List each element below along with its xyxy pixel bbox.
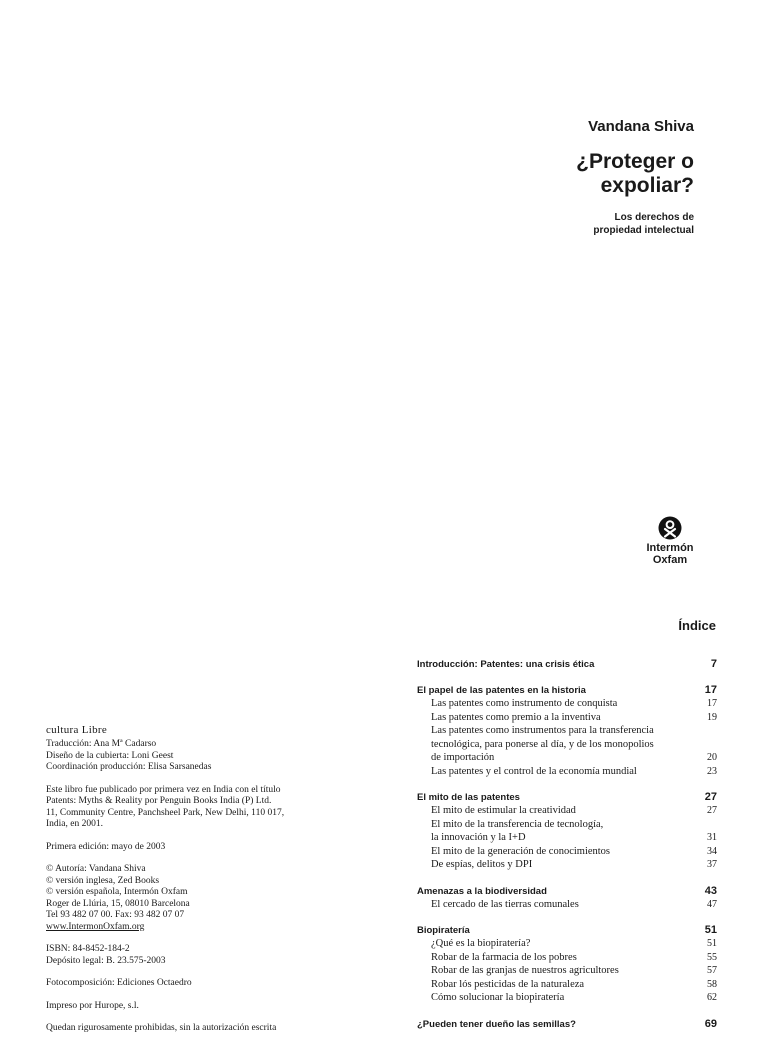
toc-section bbox=[417, 791, 717, 872]
rights-line: © versión española, Intermón Oxfam bbox=[46, 887, 188, 897]
toc-entry[interactable] bbox=[417, 738, 717, 752]
book-subtitle-line: Los derechos de bbox=[614, 212, 694, 223]
credit-line: Diseño de la cubierta: Loni Geest bbox=[46, 750, 174, 761]
logo-text-line: Intermón bbox=[646, 542, 694, 554]
legal-notice: Quedan rigurosamente prohibidas, sin la autorización escrita bbox=[46, 1023, 277, 1033]
toc-page-number: 19 bbox=[707, 711, 717, 723]
toc-entry-title: Robar de la farmacia de los pobres bbox=[431, 951, 577, 963]
index-heading: Índice bbox=[678, 618, 716, 633]
book-subtitle bbox=[593, 211, 694, 237]
toc-page-number: 37 bbox=[707, 859, 717, 870]
toc-section-heading[interactable] bbox=[417, 885, 717, 898]
toc-section-heading[interactable] bbox=[417, 1018, 717, 1031]
typesetting-note: Fotocomposición: Ediciones Octaedro bbox=[46, 978, 192, 988]
toc-section bbox=[417, 924, 717, 1005]
isbn-line: ISBN: 84-8452-184-2 bbox=[46, 944, 130, 954]
credits bbox=[46, 739, 316, 774]
toc-entry-title: tecnológica, para ponerse al día, y de los monopolios bbox=[431, 738, 654, 750]
toc-entry-title: El mito de la generación de conocimientos bbox=[431, 845, 611, 857]
toc-section-title: ¿Pueden tener dueño las semillas? bbox=[417, 1018, 576, 1030]
toc-entry[interactable] bbox=[417, 898, 717, 912]
publication-line: Patents: Myths & Reality por Penguin Books India (P) Ltd. bbox=[46, 796, 272, 806]
toc-section-heading[interactable] bbox=[417, 658, 717, 671]
book-title-line: expoliar? bbox=[600, 174, 694, 197]
toc-entry-title: Las patentes como instrumentos para la transferencia bbox=[431, 725, 654, 736]
toc-entry[interactable] bbox=[417, 964, 717, 978]
publication-line: India, en 2001. bbox=[46, 819, 103, 829]
imprint-block bbox=[46, 724, 316, 1046]
toc-entry[interactable] bbox=[417, 697, 717, 711]
isbn-block bbox=[46, 944, 316, 967]
toc-entry[interactable] bbox=[417, 804, 717, 818]
toc-entry-title: la innovación y la I+D bbox=[431, 832, 526, 843]
toc-entry-title: Las patentes como instrumento de conquista bbox=[431, 698, 618, 709]
toc-entry-title: Cómo solucionar la biopiratería bbox=[431, 992, 565, 1003]
table-of-contents bbox=[417, 658, 717, 1044]
credit-line: Traducción: Ana Mª Cadarso bbox=[46, 739, 157, 749]
toc-page-number: 43 bbox=[704, 884, 717, 897]
rights-line: © versión inglesa, Zed Books bbox=[46, 875, 160, 886]
toc-entry[interactable] bbox=[417, 991, 717, 1005]
toc-entry-title: Las patentes como premio a la inventiva bbox=[431, 711, 601, 723]
printing-note: Impreso por Hurope, s.l. bbox=[46, 1000, 139, 1011]
toc-section-heading[interactable] bbox=[417, 924, 717, 937]
toc-page-number: 51 bbox=[704, 924, 717, 936]
toc-entry[interactable] bbox=[417, 724, 717, 738]
author-name: Vandana Shiva bbox=[588, 118, 694, 135]
toc-entry[interactable] bbox=[417, 765, 717, 779]
website-link[interactable]: www.IntermonOxfam.org bbox=[46, 921, 145, 932]
toc-entry[interactable] bbox=[417, 978, 717, 992]
publication-line: 11, Community Centre, Panchsheel Park, New Delhi, 110 017, bbox=[46, 807, 285, 818]
publisher-logo bbox=[634, 516, 706, 566]
toc-page-number: 17 bbox=[704, 684, 717, 696]
toc-section bbox=[417, 684, 717, 778]
toc-entry[interactable] bbox=[417, 845, 717, 859]
toc-entry-title: El mito de estimular la creatividad bbox=[431, 805, 576, 816]
toc-section-title: El papel de las patentes en la historia bbox=[417, 685, 586, 696]
toc-page-number: 27 bbox=[707, 805, 717, 816]
rights-line: Tel 93 482 07 00. Fax: 93 482 07 07 bbox=[46, 910, 185, 920]
toc-entry-title: Robar lós pesticidas de la naturaleza bbox=[431, 978, 585, 990]
series-name: cultura Libre bbox=[46, 724, 108, 736]
toc-entry[interactable] bbox=[417, 858, 717, 872]
edition-note: Primera edición: mayo de 2003 bbox=[46, 841, 166, 852]
publication-note bbox=[46, 785, 316, 831]
toc-page-number: 57 bbox=[707, 965, 717, 976]
toc-entry-title: El mito de la transferencia de tecnología, bbox=[431, 818, 604, 830]
toc-section-title: El mito de las patentes bbox=[417, 792, 520, 803]
toc-section-heading[interactable] bbox=[417, 791, 717, 804]
toc-section bbox=[417, 1018, 717, 1031]
toc-entry-title: ¿Qué es la biopiratería? bbox=[431, 938, 531, 949]
toc-page-number: 23 bbox=[707, 765, 717, 777]
toc-section bbox=[417, 658, 717, 671]
toc-page-number: 58 bbox=[707, 978, 717, 990]
toc-page-number: 62 bbox=[707, 992, 717, 1003]
toc-entry[interactable] bbox=[417, 831, 717, 845]
toc-section-title: Biopiratería bbox=[417, 925, 470, 936]
book-title-line: ¿Proteger o bbox=[576, 150, 694, 173]
toc-entry[interactable] bbox=[417, 951, 717, 965]
toc-entry-title: Las patentes y el control de la economía mundial bbox=[431, 765, 637, 777]
rights-block bbox=[46, 864, 316, 933]
toc-entry[interactable] bbox=[417, 751, 717, 765]
toc-page-number: 69 bbox=[704, 1017, 717, 1030]
toc-page-number: 55 bbox=[707, 951, 717, 963]
toc-page-number: 31 bbox=[707, 832, 717, 843]
rights-line: Roger de Llúria, 15, 08010 Barcelona bbox=[46, 898, 190, 909]
logo-text-line: Oxfam bbox=[652, 554, 688, 566]
toc-entry-title: de importación bbox=[431, 752, 495, 763]
toc-entry-title: De espías, delitos y DPI bbox=[431, 859, 533, 870]
deposit-line: Depósito legal: B. 23.575-2003 bbox=[46, 955, 166, 966]
toc-entry-title: El cercado de las tierras comunales bbox=[431, 898, 579, 910]
toc-entry-title: Robar de las granjas de nuestros agricultores bbox=[431, 965, 619, 976]
toc-entry[interactable] bbox=[417, 937, 717, 951]
rights-line: © Autoría: Vandana Shiva bbox=[46, 864, 146, 874]
toc-page-number: 51 bbox=[707, 938, 717, 949]
toc-section-heading[interactable] bbox=[417, 684, 717, 697]
toc-page-number: 47 bbox=[707, 898, 717, 910]
toc-page-number: 34 bbox=[707, 845, 717, 857]
book-subtitle-line: propiedad intelectual bbox=[593, 225, 694, 236]
toc-section bbox=[417, 885, 717, 912]
oxfam-logo-icon bbox=[658, 516, 682, 540]
toc-entry[interactable] bbox=[417, 818, 717, 832]
credit-line: Coordinación producción: Elisa Sarsanedas bbox=[46, 762, 212, 772]
toc-page-number: 7 bbox=[710, 658, 717, 670]
book-title bbox=[576, 150, 694, 198]
publication-line: Este libro fue publicado por primera vez en India con el título bbox=[46, 784, 281, 795]
toc-page-number: 17 bbox=[707, 698, 717, 709]
toc-page-number: 27 bbox=[704, 791, 717, 803]
toc-section-title: Introducción: Patentes: una crisis ética bbox=[417, 659, 595, 670]
toc-section-title: Amenazas a la biodiversidad bbox=[417, 885, 547, 897]
toc-page-number: 20 bbox=[707, 752, 717, 763]
toc-entry[interactable] bbox=[417, 711, 717, 725]
